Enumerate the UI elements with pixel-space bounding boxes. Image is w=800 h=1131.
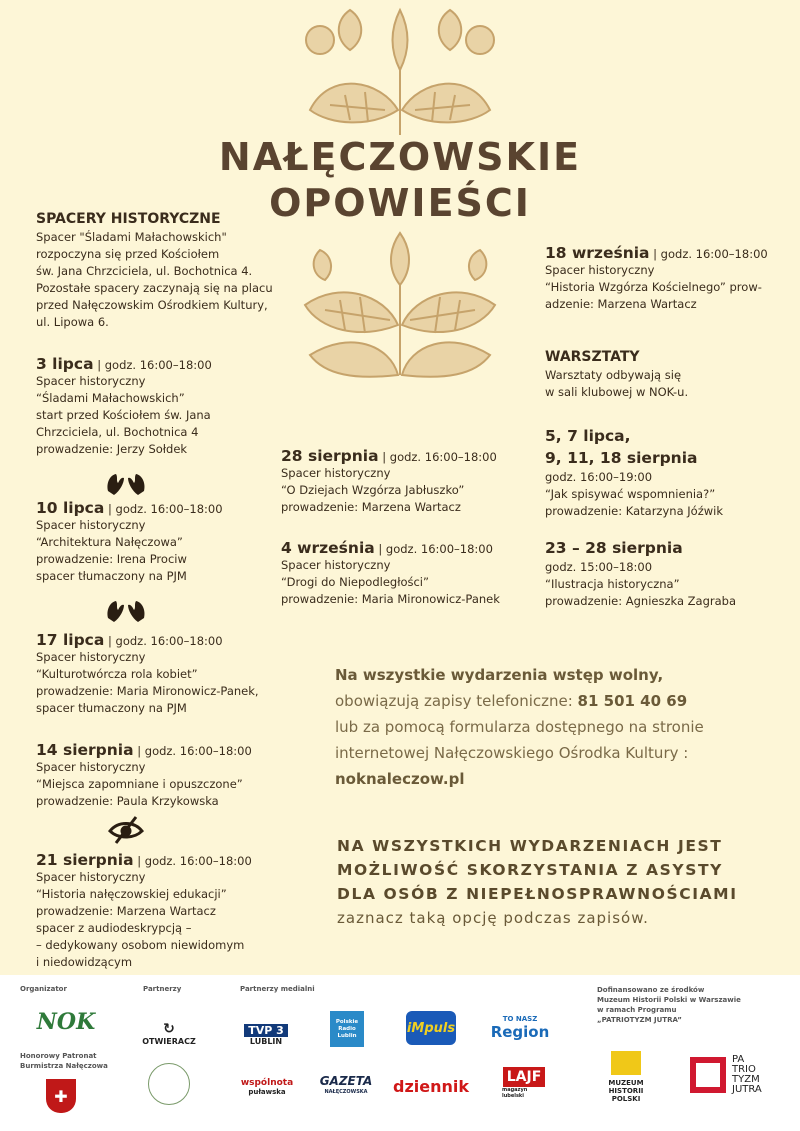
event-time: | godz. 16:00–18:00 — [133, 744, 252, 758]
workshop-line: prowadzenie: Katarzyna Jóźwik — [545, 504, 723, 518]
event-3-lipca — [36, 354, 286, 458]
event-line: “Kulturotwórcza rola kobiet” — [36, 667, 198, 681]
sign-language-icon — [104, 469, 148, 499]
muzeum-historii-polski-logo — [596, 1045, 656, 1109]
assist-line: NA WSZYSTKICH WYDARZENIACH JEST — [337, 837, 723, 855]
patriotyzm-text-block — [732, 1055, 762, 1095]
event-line: spacer tłumaczony na PJM — [36, 701, 187, 715]
nok-logo — [34, 1005, 98, 1039]
event-time: | godz. 16:00–18:00 — [133, 854, 252, 868]
event-line: start przed Kościołem św. Jana — [36, 408, 211, 422]
patriotyzm-jutra-logo — [690, 1053, 790, 1097]
radio-text: Radio — [338, 1025, 356, 1032]
event-time: | godz. 16:00–18:00 — [649, 247, 768, 261]
registration-info — [335, 662, 775, 792]
intro-line: ul. Lipowa 6. — [36, 315, 109, 329]
event-line: prowadzenie: Irena Prociw — [36, 552, 187, 566]
event-line: spacer z audiodeskrypcją – — [36, 921, 192, 935]
event-line: prowadzenie: Jerzy Sołdek — [36, 442, 188, 456]
workshop-date: 23 – 28 sierpnia — [545, 539, 683, 557]
event-line: “Architektura Nałęczowa” — [36, 535, 183, 549]
workshop-date: 9, 11, 18 sierpnia — [545, 449, 698, 467]
to-nasz-region-logo — [484, 1013, 556, 1043]
event-21-sierpnia — [36, 850, 286, 971]
info-line: lub za pomocą formularza dostępnego na stronie — [335, 718, 704, 736]
naleczow-coat-of-arms-logo: ✚ — [46, 1079, 76, 1113]
workshop-line: “Ilustracja historyczna” — [545, 577, 680, 591]
event-line: “Śladami Małachowskich” — [36, 391, 185, 405]
workshops-line: w sali klubowej w NOK-u. — [545, 385, 689, 399]
event-line: prowadzenie: Maria Mironowicz-Panek — [281, 592, 500, 606]
event-line: “Historia nałęczowskiej edukacji” — [36, 887, 227, 901]
workshop-line: godz. 16:00–19:00 — [545, 470, 653, 484]
phone-number: 81 501 40 69 — [577, 692, 688, 710]
intro-line: Spacer "Śladami Małachowskich" — [36, 230, 227, 244]
gazeta-text: GAZETA — [319, 1074, 373, 1088]
assist-line: DLA OSÓB Z NIEPEŁNOSPRAWNOŚCIAMI — [337, 885, 738, 903]
tvp3-lublin-logo — [241, 1020, 291, 1050]
intro-line: przed Nałęczowskim Ośrodkiem Kultury, — [36, 298, 268, 312]
event-28-sierpnia — [281, 446, 531, 516]
event-line: “Historia Wzgórza Kościelnego” prow- — [545, 280, 762, 294]
partner-round-logo — [148, 1063, 190, 1105]
event-time: | godz. 16:00–18:00 — [93, 358, 212, 372]
event-line: “O Dziejach Wzgórza Jabłuszko” — [281, 483, 465, 497]
assist-line: MOŻLIWOŚĆ SKORZYSTANIA Z ASYSTY — [337, 861, 723, 879]
event-date: 3 lipca — [36, 355, 94, 373]
event-line: “Drogi do Niepodległości” — [281, 575, 429, 589]
event-date: 18 września — [545, 244, 650, 262]
event-date: 17 lipca — [36, 631, 105, 649]
folk-ornament-top-image — [290, 0, 510, 140]
info-line: internetowej Nałęczowskiego Ośrodka Kultury : — [335, 744, 689, 762]
event-date: 10 lipca — [36, 499, 105, 517]
event-line: spacer tłumaczony na PJM — [36, 569, 187, 583]
event-line: prowadzenie: Paula Krzykowska — [36, 794, 219, 808]
sign-language-icon — [104, 596, 148, 626]
event-line: prowadzenie: Marzena Wartacz — [36, 904, 216, 918]
accessibility-note — [337, 834, 787, 930]
assist-line: zaznacz taką opcję podczas zapisów. — [337, 909, 649, 927]
workshops-section — [545, 349, 785, 401]
audio-description-eye-icon — [104, 815, 148, 845]
event-line: – dedykowany osobom niewidomym — [36, 938, 245, 952]
patron-line: Honorowy Patronat — [20, 1052, 97, 1060]
event-time: | godz. 16:00–18:00 — [104, 502, 223, 516]
intro-line: rozpoczyna się przed Kościołem — [36, 247, 220, 261]
event-line: Spacer historyczny — [36, 870, 146, 884]
event-time: | godz. 16:00–18:00 — [378, 450, 497, 464]
patriotyzm-text: JUTRA — [732, 1084, 762, 1095]
region-text: Region — [490, 1023, 550, 1041]
event-line: i niedowidzącym — [36, 955, 133, 969]
event-line: Spacer historyczny — [36, 650, 146, 664]
event-18-wrzesnia — [545, 243, 785, 313]
patriotyzm-emblem-icon — [690, 1057, 726, 1093]
dziennik-logo — [393, 1073, 470, 1099]
mhp-text: MUZEUM — [608, 1079, 644, 1087]
funding-line: Muzeum Historii Polski w Warszawie — [597, 996, 741, 1004]
event-time: | godz. 16:00–18:00 — [374, 542, 493, 556]
tvp3-sub: LUBLIN — [249, 1037, 283, 1046]
workshop-line: godz. 15:00–18:00 — [545, 560, 653, 574]
info-line: obowiązują zapisy telefoniczne: — [335, 692, 578, 710]
region-top-text: TO NASZ — [502, 1015, 538, 1023]
footer-label-partners: Partnerzy — [143, 985, 182, 993]
patriotyzm-text: TYZM — [732, 1074, 760, 1085]
funding-line: Dofinansowano ze środków — [597, 986, 705, 994]
workshop-item-1 — [545, 425, 785, 520]
workshop-date: 5, 7 lipca, — [545, 427, 631, 445]
website-link[interactable]: noknaleczow.pl — [335, 770, 465, 788]
section-heading-workshops: WARSZTATY — [545, 349, 640, 365]
event-line: “Miejsca zapomniane i opuszczone” — [36, 777, 243, 791]
section-heading-walks: SPACERY HISTORYCZNE — [36, 211, 221, 227]
footer-label-funding — [597, 985, 741, 1025]
lajf-sub: magazyn lubelski — [502, 1087, 528, 1099]
event-date: 21 sierpnia — [36, 851, 134, 869]
footer-label-media: Partnerzy medialni — [240, 985, 315, 993]
intro-line: Pozostałe spacery zaczynają się na placu — [36, 281, 273, 295]
mhp-text: POLSKI — [611, 1095, 641, 1103]
folk-ornament-middle-image — [290, 225, 510, 385]
polskie-radio-lublin-logo — [330, 1011, 364, 1047]
event-date: 4 września — [281, 539, 375, 557]
poster-title-line-2: OPOWIEŚCI — [269, 181, 531, 225]
funding-line: „PATRIOTYZM JUTRA” — [597, 1016, 682, 1024]
otwieracz-text: OTWIERACZ — [142, 1036, 196, 1046]
patriotyzm-text: TRIO — [732, 1064, 756, 1075]
event-line: prowadzenie: Marzena Wartacz — [281, 500, 461, 514]
workshops-line: Warsztaty odbywają się — [545, 368, 682, 382]
event-line: Spacer historyczny — [281, 558, 391, 572]
event-14-sierpnia — [36, 740, 286, 810]
lajf-logo — [502, 1063, 546, 1103]
event-4-wrzesnia — [281, 538, 531, 608]
event-10-lipca — [36, 498, 286, 585]
workshop-line: prowadzenie: Agnieszka Zagraba — [545, 594, 737, 608]
event-line: Spacer historyczny — [36, 374, 146, 388]
event-line: Spacer historyczny — [281, 466, 391, 480]
event-line: prowadzenie: Maria Mironowicz-Panek, — [36, 684, 259, 698]
event-date: 14 sierpnia — [36, 741, 134, 759]
poster-title-line-1: NAŁĘCZOWSKIE — [218, 135, 582, 179]
impuls-text: iMpuls — [406, 1020, 456, 1036]
mhp-text: HISTORII — [608, 1087, 644, 1095]
lajf-text: LAJF — [503, 1067, 546, 1087]
nok-logo-text: NOK — [36, 1009, 96, 1035]
intro-section — [36, 211, 286, 331]
otwieracz-icon: ↻ — [163, 1020, 175, 1037]
info-line: Na wszystkie wydarzenia wstęp wolny, — [335, 666, 664, 684]
wspolnota-pulawska-logo — [236, 1076, 298, 1100]
event-line: Chrzciciela, ul. Bochotnica 4 — [36, 425, 199, 439]
event-line: Spacer historyczny — [36, 760, 146, 774]
event-line: Spacer historyczny — [545, 263, 655, 277]
sponsors-footer — [0, 975, 800, 1131]
event-17-lipca — [36, 630, 286, 717]
event-date: 28 sierpnia — [281, 447, 379, 465]
radio-text: Lublin — [337, 1032, 357, 1039]
workshop-line: “Jak spisywać wspomnienia?” — [545, 487, 716, 501]
gazeta-sub: NAŁĘCZOWSKA — [324, 1089, 368, 1095]
otwieracz-logo — [138, 1015, 200, 1051]
event-line: adzenie: Marzena Wartacz — [545, 297, 697, 311]
mhp-emblem-icon — [611, 1051, 641, 1075]
event-time: | godz. 16:00–18:00 — [104, 634, 223, 648]
event-line: Spacer historyczny — [36, 518, 146, 532]
patron-line: Burmistrza Nałęczowa — [20, 1062, 108, 1070]
intro-line: św. Jana Chrzciciela, ul. Bochotnica 4. — [36, 264, 253, 278]
footer-label-patron — [20, 1051, 108, 1071]
tvp3-text: TVP 3 — [244, 1024, 288, 1037]
radio-impuls-logo — [406, 1011, 456, 1045]
gazeta-naleczowska-logo — [318, 1075, 374, 1099]
dziennik-text: dziennik — [393, 1076, 470, 1096]
workshop-item-2 — [545, 537, 785, 610]
funding-line: w ramach Programu — [597, 1006, 677, 1014]
footer-label-organizer: Organizator — [20, 985, 67, 993]
radio-text: Polskie — [335, 1018, 359, 1025]
wspolnota-sub: puławska — [248, 1088, 286, 1096]
patriotyzm-text: PA — [732, 1054, 745, 1065]
wspolnota-text: wspólnota — [240, 1078, 294, 1088]
